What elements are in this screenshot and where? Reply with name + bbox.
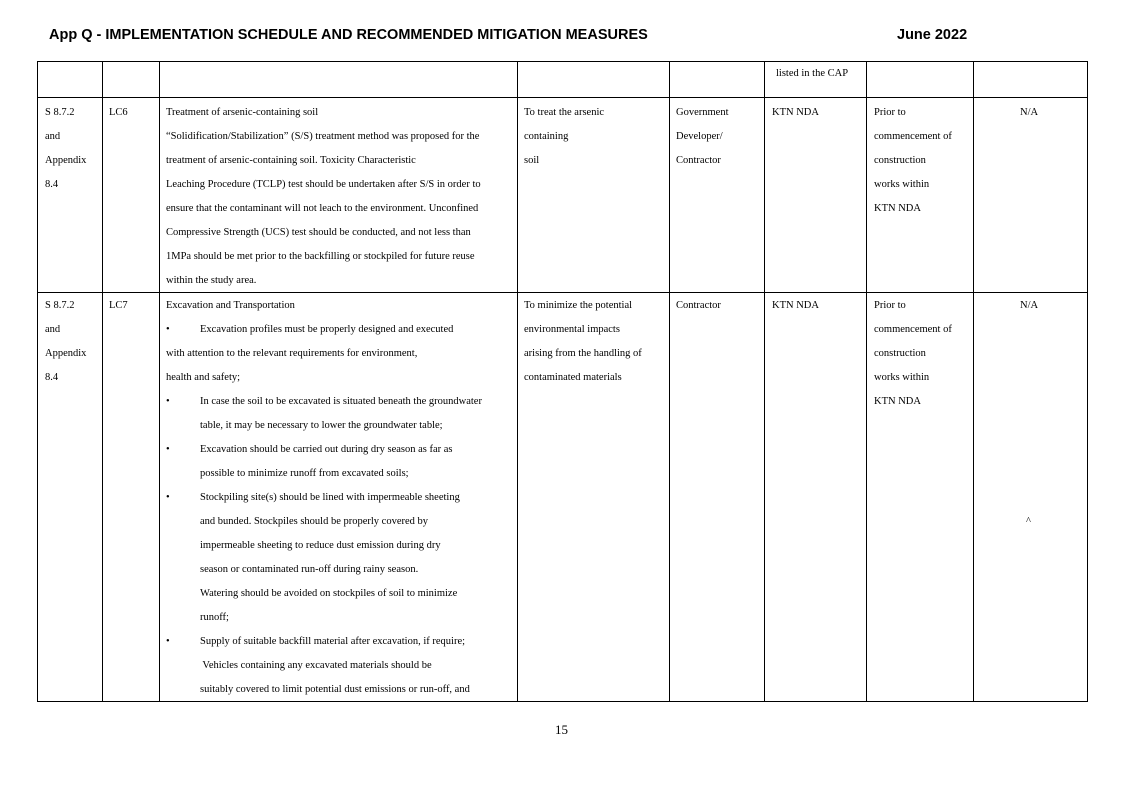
eia-ref-cell: S 8.7.2 and Appendix 8.4 <box>45 300 87 383</box>
log-ref-cell: LC6 <box>109 107 128 118</box>
agent-cell: Contractor <box>676 300 721 311</box>
status-cell: N/A <box>1020 300 1039 311</box>
bullet-icon: • <box>166 444 170 455</box>
implementation-schedule-table <box>37 61 1088 702</box>
column-divider <box>866 62 867 701</box>
row-divider <box>38 97 1087 98</box>
column-divider <box>764 62 765 701</box>
column-divider <box>669 62 670 701</box>
measures-cell: Excavation and Transportation • Excavation profiles must be properly designed and executed with attention to the relevant requirements for environment, health and safety; • In case the soil to be excavated is situated beneath the groundwater table, it may be necessary to lower the groundwater table; • Excavation should be carried out during dry season as far as possible to minimize runoff from excavated soils; • Stockpiling site(s) should be lined with impermeable sheeting and bunded. Stockpiles should be properly covered by impermeable sheeting to reduce dust emission during dry season or contaminated run-off during rainy season. Watering should be avoided on stockpiles of soil to minimize runoff; • Supply of suitable backfill material after excavation, if require; Vehicles containing any excavated materials should be suitably covered to limit potential dust emissions or run-off, and <box>166 300 482 695</box>
objectives-cell: To minimize the potential environmental impacts arising from the handling of contaminated materials <box>524 300 642 383</box>
measures-cell: Treatment of arsenic-containing soil “Solidification/Stabilization” (S/S) treatment method was proposed for the treatment of arsenic-containing soil. Toxicity Characteristic Leaching Procedure (TCLP) test should be undertaken after S/S in order to ensure that the contaminant will not leach to the environment. Unconfined Compressive Strength (UCS) test should be conducted, and not less than 1MPa should be met prior to the backfilling or stockpiled for future reuse within the study area. <box>166 107 481 286</box>
bullet-icon: • <box>166 324 170 335</box>
document-date: June 2022 <box>897 27 968 43</box>
column-divider <box>973 62 974 701</box>
document-title: App Q - IMPLEMENTATION SCHEDULE AND RECOMMENDED MITIGATION MEASURES <box>49 27 648 43</box>
agent-cell: Government Developer/ Contractor <box>676 107 729 166</box>
location-cell: KTN NDA <box>772 107 819 118</box>
status-caret-mark: ^ <box>1026 516 1031 527</box>
page-number: 15 <box>555 722 568 737</box>
timing-cell: Prior to commencement of construction works within KTN NDA <box>874 107 952 214</box>
bullet-icon: • <box>166 396 170 407</box>
status-cell: N/A <box>1020 107 1039 118</box>
timing-cell: Prior to commencement of construction works within KTN NDA <box>874 300 952 407</box>
bullet-icon: • <box>166 492 170 503</box>
bullet-icon: • <box>166 636 170 647</box>
column-divider <box>102 62 103 701</box>
continuation-location-cell: listed in the CAP <box>776 68 849 79</box>
location-cell: KTN NDA <box>772 300 819 311</box>
eia-ref-cell: S 8.7.2 and Appendix 8.4 <box>45 107 87 190</box>
column-divider <box>517 62 518 701</box>
log-ref-cell: LC7 <box>109 300 128 311</box>
column-divider <box>159 62 160 701</box>
objectives-cell: To treat the arsenic containing soil <box>524 107 605 166</box>
